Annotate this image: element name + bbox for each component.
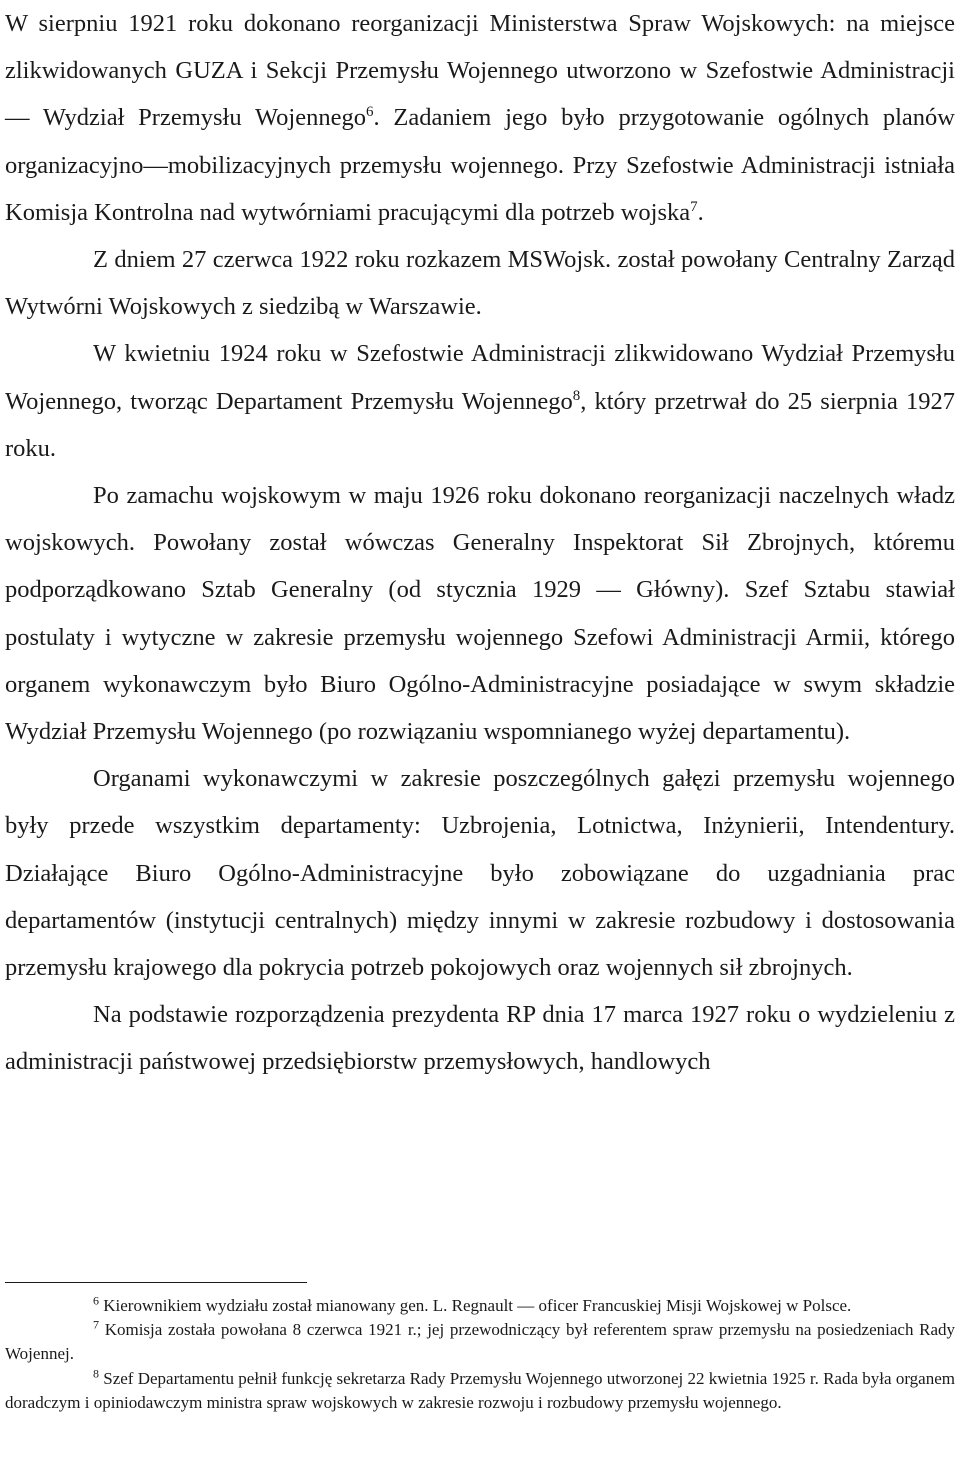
footnote-text: Komisja została powołana 8 czerwca 1921 r.; jej przewodniczący był referentem spraw przemysłu na posiedzeniach Rady Wojennej. bbox=[5, 1320, 956, 1364]
paragraph-text: W sierpniu 1921 roku dokonano reorganizacji Ministerstwa Spraw Wojskowych: na miejsce zlikwidowanych GUZA i Sekcji Przemysłu Wojennego utworzono w Szefostwie Administracji — Wydział Przemysłu Wojennego bbox=[5, 10, 955, 132]
paragraph-text: W kwietniu 1924 roku w Szefostwie Administracji zlikwidowano Wydział Przemysłu Wojennego, tworząc Departament Przemysłu Wojennego bbox=[5, 340, 955, 415]
paragraph bbox=[5, 0, 955, 236]
footnote-reference: 8 bbox=[572, 387, 581, 404]
footnote bbox=[5, 1294, 955, 1318]
footnote-separator bbox=[5, 1282, 307, 1283]
paragraph bbox=[5, 755, 955, 991]
paragraph bbox=[5, 472, 955, 755]
footnote bbox=[5, 1318, 955, 1366]
paragraph bbox=[5, 991, 955, 1085]
footnote-number: 6 bbox=[93, 1293, 99, 1308]
footnote-reference: 7 bbox=[690, 198, 698, 215]
footnote bbox=[5, 1367, 955, 1415]
paragraph-text: , który przetrwał do 25 sierpnia 1927 roku. bbox=[5, 387, 955, 462]
body-text bbox=[5, 0, 955, 1086]
paragraph-text: Z dniem 27 czerwca 1922 roku rozkazem MSWojsk. został powołany Centralny Zarząd Wytwórni Wojskowych z siedzibą w Warszawie. bbox=[5, 246, 955, 321]
footnote-text: Szef Departamentu pełnił funkcję sekretarza Rady Przemysłu Wojennego utworzonej 22 kwietnia 1925 r. Rada była organem doradczym i opiniodawczym ministra spraw wojskowych w zakresie rozwoju i rozbudowy przemysłu wojennego. bbox=[5, 1368, 955, 1412]
document-page bbox=[5, 0, 956, 1412]
paragraph-text: Po zamachu wojskowym w maju 1926 roku dokonano reorganizacji naczelnych władz wojskowych. Powołany został wówczas Generalny Inspektorat Sił Zbrojnych, któremu podporządkowano Sztab Generalny (od stycznia 1929 — Główny). Szef Sztabu stawiał postulaty i wytyczne w zakresie przemysłu wojennego Szefowi Administracji Armii, którego organem wykonawczym było Biuro Ogólno-Administracyjne posiadające w swym składzie Wydział Przemysłu Wojennego (po rozwiązaniu wspomnianego wyżej departamentu). bbox=[5, 482, 955, 746]
paragraph-text: . Zadaniem jego było przygotowanie ogólnych planów organizacyjno—mobilizacyjnych przemysłu wojennego. Przy Szefostwie Administracji istniała Komisja Kontrolna nad wytwórniami pracującymi dla potrzeb wojska bbox=[5, 104, 955, 226]
footnotes bbox=[5, 1294, 955, 1415]
paragraph-text: Na podstawie rozporządzenia prezydenta RP dnia 17 marca 1927 roku o wydzieleniu z administracji państwowej przedsiębiorstw przemysłowych, handlowych bbox=[5, 1001, 955, 1076]
paragraph-text: . bbox=[697, 198, 704, 226]
footnote-reference: 6 bbox=[365, 104, 374, 121]
paragraph bbox=[5, 330, 955, 472]
footnote-text: Kierownikiem wydziału został mianowany gen. L. Regnault — oficer Francuskiej Misji Wojskowej w Polsce. bbox=[103, 1296, 852, 1315]
footnote-number: 7 bbox=[93, 1317, 99, 1332]
footnote-number: 8 bbox=[93, 1365, 99, 1380]
paragraph-text: Organami wykonawczymi w zakresie poszczególnych gałęzi przemysłu wojennego były przede wszystkim departamenty: Uzbrojenia, Lotnictwa, Inżynierii, Intendentury. Działające Biuro Ogólno-Administracyjne było zobowiązane do uzgadniania prac departamentów (instytucji centralnych) między innymi w zakresie rozbudowy i dostosowania przemysłu krajowego dla pokrycia potrzeb pokojowych oraz wojennych sił zbrojnych. bbox=[5, 765, 955, 982]
paragraph bbox=[5, 236, 955, 330]
